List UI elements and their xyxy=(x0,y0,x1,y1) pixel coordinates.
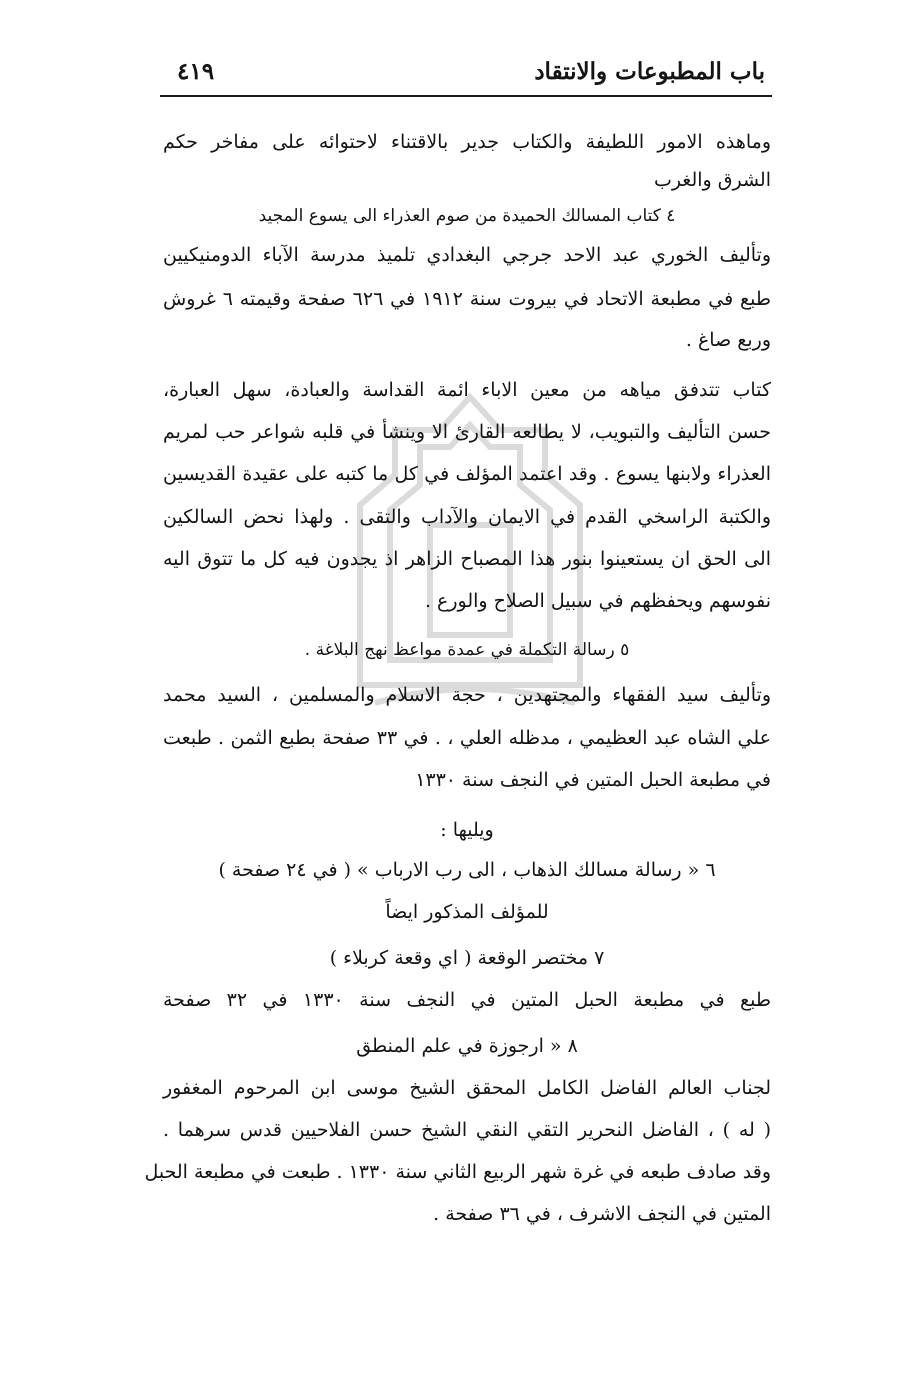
text-line: كتاب تتدفق مياهه من معين الاباء ائمة القداسة والعبادة، سهل العبارة، xyxy=(163,379,771,401)
text-line: وربع صاغ . xyxy=(685,329,771,351)
text-line: وماهذه الامور اللطيفة والكتاب جدير بالاقتناء لاحتوائه على مفاخر حكم xyxy=(163,131,771,153)
entry-heading: ٨ « ارجوزة في علم المنطق xyxy=(356,1035,578,1057)
text-line: والكتبة الراسخي القدم في الايمان والآداب والتقى . ولهذا نحض السالكين xyxy=(163,506,771,528)
text-line: في مطبعة الحبل المتين في النجف سنة ١٣٣٠ xyxy=(415,769,771,791)
text-line: وتأليف سيد الفقهاء والمجتهدين ، حجة الاسلام والمسلمين ، السيد محمد xyxy=(163,684,771,706)
text-line: المتين في النجف الاشرف ، في ٣٦ صفحة . xyxy=(433,1203,771,1225)
text-line: للمؤلف المذكور ايضاً xyxy=(385,901,549,923)
entry-heading: ٥ رسالة التكملة في عمدة مواعظ نهج البلاغة . xyxy=(304,640,630,660)
running-title: باب المطبوعات والانتقاد xyxy=(534,58,765,85)
text-line: حسن التأليف والتبويب، لا يطالعه القارئ الا وينشأ في قلبه شواعر حب لمريم xyxy=(163,421,771,443)
text-line: طبع في مطبعة الاتحاد في بيروت سنة ١٩١٢ في ٦٢٦ صفحة وقيمته ٦ غروش xyxy=(163,288,772,310)
entry-heading: ٤ كتاب المسالك الحميدة من صوم العذراء الى يسوع المجيد xyxy=(258,206,676,226)
entry-heading: ٦ « رسالة مسالك الذهاب ، الى رب الارباب » ( في ٢٤ صفحة ) xyxy=(218,859,716,881)
text-line: ويليها : xyxy=(440,819,494,841)
text-line: العذراء ولابنها يسوع . وقد اعتمد المؤلف في كل ما كتبه على عقيدة القديسين xyxy=(163,463,771,485)
header-rule xyxy=(160,95,772,97)
entry-heading: ٧ مختصر الوقعة ( اي وقعة كربلاء ) xyxy=(329,947,605,969)
text-line: الى الحق ان يستعينوا بنور هذا المصباح الزاهر اذ يجدون فيه كل ما تتوق اليه xyxy=(163,548,771,570)
text-line: الشرق والغرب xyxy=(653,169,771,191)
text-line: وقد صادف طبعه في غرة شهر الربيع الثاني سنة ١٣٣٠ . طبعت في مطبعة الحبل xyxy=(144,1161,771,1183)
text-line: علي الشاه عبد العظيمي ، مدظله العلي ، . في ٣٣ صفحة بطبع الثمن . طبعت xyxy=(163,727,771,749)
text-line: ( له ) ، الفاضل النحرير التقي النقي الشيخ حسن الفلاحيين قدس سرهما . xyxy=(163,1119,771,1141)
text-line: نفوسهم ويحفظهم في سبيل الصلاح والورع . xyxy=(424,590,771,612)
text-line: وتأليف الخوري عبد الاحد جرجي البغدادي تلميذ مدرسة الآباء الدومنيكيين xyxy=(163,244,771,266)
page-number: ٤١٩ xyxy=(177,58,215,85)
text-line: لجناب العالم الفاضل الكامل المحقق الشيخ موسى ابن المرحوم المغفور xyxy=(163,1077,771,1099)
running-header xyxy=(165,54,765,94)
text-line: طبع في مطبعة الحبل المتين في النجف سنة ١٣٣٠ في ٣٢ صفحة xyxy=(163,989,772,1011)
